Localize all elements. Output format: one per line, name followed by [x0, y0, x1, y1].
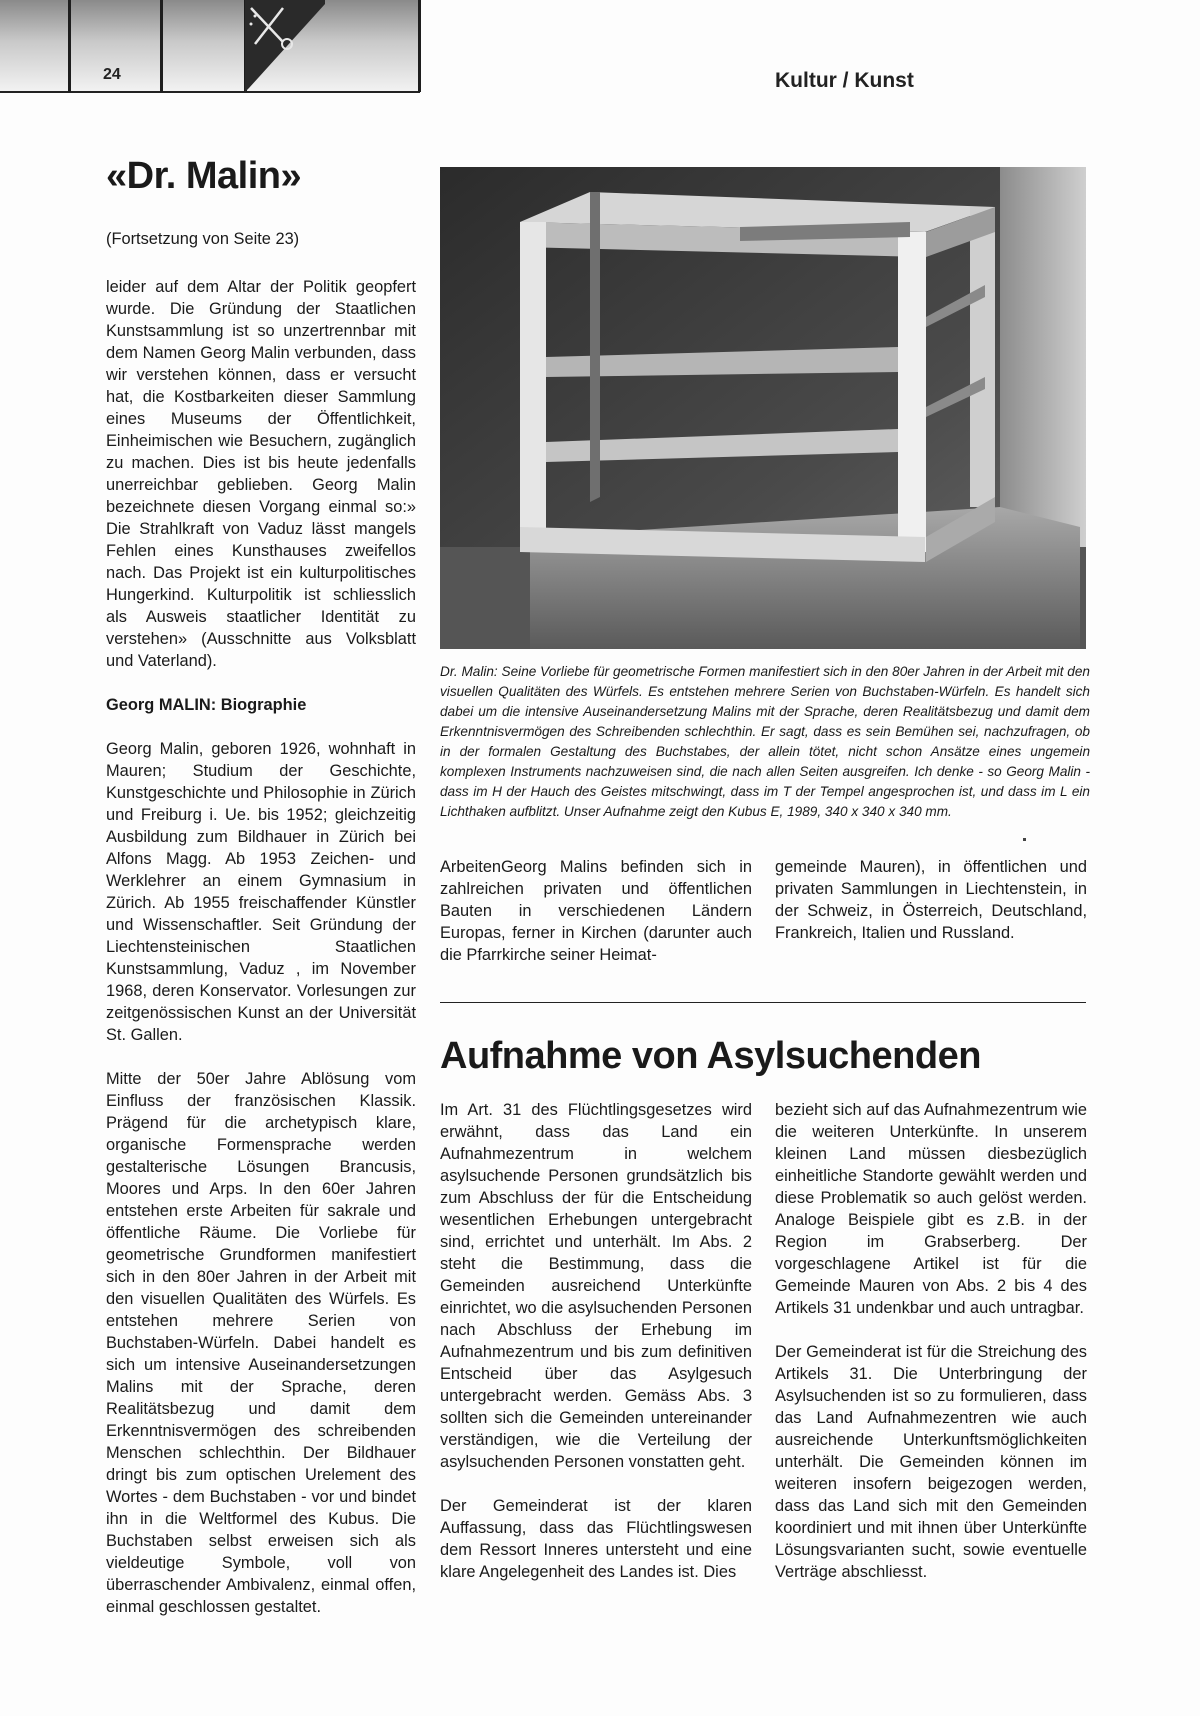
works-paragraph-2: gemeinde Mauren), in öffentlichen und privaten Sammlungen in Liechtenstein, in der Schweiz, in Österreich, Deutschland, Frankreich, Italien und Russland. — [775, 858, 1087, 942]
bio-heading: Georg MALIN: Biographie — [106, 696, 307, 714]
works-column-1 — [440, 856, 752, 966]
header-divider — [68, 0, 71, 92]
header-band — [0, 0, 420, 92]
section-divider — [440, 1002, 1086, 1003]
asyl-headline: Aufnahme von Asylsuchenden — [440, 1035, 981, 1077]
header-rule — [0, 91, 420, 93]
sculpture-photo — [440, 167, 1086, 649]
asyl-paragraph-3: bezieht sich auf das Aufnahmezentrum wie die weiteren Unterkünfte. In unserem kleinen Land müssen diesbezüglich einheitliche Standorte gewählt werden und diese Problematik so auch gelöst werden. Analoge Beispiele gibt es z.B. in der Region im Grabserberg. Der vorgeschlagene Artikel ist für die Gemeinde Mauren von Abs. 2 bis 4 des Artikels 31 undenkbar und auch untragbar. — [775, 1101, 1087, 1317]
left-column — [106, 276, 416, 1618]
intro-paragraph: leider auf dem Altar der Politik geopfert wurde. Die Gründung der Staatlichen Kunstsammlung ist so unzertrennbar mit dem Namen Georg Malin verbunden, dass wir verstehen können, dass er versucht hat, die Kostbarkeiten dieser Sammlung eines Museums der Öffentlichkeit, Einheimischen wie Besuchern, zugänglich zu machen. Dies ist bis heute jedenfalls unerreichbar geblieben. Georg Malin bezeichnete diesen Vorgang einmal so:» Die Strahlkraft von Vaduz lässt mangels Fehlen eines Kunsthauses zweifellos nach. Das Projekt ist ein kulturpolitisches Hungerkind. Kulturpolitik ist schliesslich als Ausweis staatlicher Identität zu verstehen» (Ausschnitte aus Volksblatt und Vaterland). — [106, 278, 416, 670]
asyl-paragraph-4: Der Gemeinderat ist für die Streichung des Artikels 31. Die Unterbringung der Asylsuchenden ist so zu formulieren, dass das Land Aufnahmezentren wie auch ausreichende Unterkunftsmöglichkeiten unterhält. Die Gemeinden können im weiteren insofern beigezogen werden, dass das Land sich mit den Gemeinden koordiniert und mit ihnen über Unterkünfte Lösungsvarianten sucht, sowie eventuelle Verträge abschliesst. — [775, 1343, 1087, 1581]
continuation-note: (Fortsetzung von Seite 23) — [106, 230, 300, 248]
asyl-column-2 — [775, 1099, 1087, 1583]
header-divider — [160, 0, 163, 92]
asyl-paragraph-1: Im Art. 31 des Flüchtlingsgesetzes wird erwähnt, dass das Land ein Aufnahmezentrum in welchem asylsuchende Personen grundsätzlich bis zum Abschluss der für die Entscheidung wesentlichen Erhebungen untergebracht sind, errichtet und unterhält. Im Abs. 2 steht die Bestimmung, dass die Gemeinden ausreichend Unterkünfte einrichtet, wo die asylsuchenden Personen nach Abschluss der Erhebung im Aufnahmezentrum und bis zum definitiven Entscheid über das Asylgesuch untergebracht werden. Gemäss Abs. 3 sollten sich die Gemeinden untereinander verständigen, wie die Verteilung der asylsuchenden Personen vonstatten geht. — [440, 1101, 752, 1471]
works-column-2 — [775, 856, 1087, 944]
asyl-paragraph-2: Der Gemeinderat ist der klaren Auffassung, dass das Flüchtlingswesen dem Ressort Inneres untersteht und eine klare Angelegenheit des Landes ist. Dies — [440, 1497, 752, 1581]
page-number: 24 — [103, 66, 121, 83]
bio-paragraph: Georg Malin, geboren 1926, wohnhaft in Mauren; Studium der Geschichte, Kunstgeschichte und Philosophie in Zürich und Freiburg i. Ue. bis 1952; gleichzeitig Ausbildung zum Bildhauer in Zürich bei Alfons Magg. Ab 1953 Zeichen- und Werklehrer an einem Gymnasium in Zürich. Ab 1955 freischaffender Künstler und Wissenschaftler. Seit Gründung der Liechtensteinischen Staatlichen Kunstsammlung, Vaduz , im November 1968, deren Konservator. Vorlesungen zur zeitgenössischen Kunst an der Universität St. Gallen. — [106, 740, 416, 1044]
header-divider — [418, 0, 421, 92]
article-title: «Dr. Malin» — [106, 155, 302, 197]
photo-caption: Dr. Malin: Seine Vorliebe für geometrische Formen manifestiert sich in den 80er Jahren in der Arbeit mit den visuellen Qualitäten des Würfels. Es entstehen mehrere Serien von Buchstaben-Würfeln. Es handelt sich dabei um die intensive Auseinandersetzung Malins mit der Sprache, deren Realitätsbezug und damit dem Erkenntnisvermögen des Schreibenden schlechthin. Er sagt, dass es sein Bemühen sei, nachzufragen, ob in der formalen Gestaltung des Buchstabes, der allein tötet, nicht schon Ansätze eines ungemein komplexen Instruments nachzuweisen sind, die nach allen Seiten ausgreifen. Ich denke - so Georg Malin - dass im H der Hauch des Geistes mitschwingt, dass im T der Tempel angesprochen ist, und dass im L ein Lichthaken aufblitzt. Unser Aufnahme zeigt den Kubus E, 1989, 340 x 340 x 340 mm. — [440, 664, 1090, 819]
career-paragraph: Mitte der 50er Jahre Ablösung vom Einfluss der französischen Klassik. Prägend für die archetypisch klare, organische Formensprache werden gestalterische Lösungen Brancusis, Moores und Arps. In den 60er Jahren entstehen erste Arbeiten für sakrale und öffentliche Räume. Die Vorliebe für geometrische Grundformen manifestiert sich in den 80er Jahren in der Arbeit mit den visuellen Qualitäten des Würfels. Es entstehen mehrere Serien von Buchstaben-Würfeln. Dabei handelt es sich um intensive Auseinandersetzungen Malins mit der Sprache, deren Realitätsbezug und damit dem Erkenntnisvermögen des schreibenden Menschen schlechthin. Der Bildhauer dringt bis zum optischen Urelement des Wortes - dem Buchstaben - vor und bindet ihn in die Weltformel des Kubus. Die Buchstaben selbst erweisen sich als vieldeutige Symbole, voll von überraschender Ambivalenz, einmal offen, einmal geschlossen gestaltet. — [106, 1070, 416, 1616]
asyl-column-1 — [440, 1099, 752, 1583]
section-title: Kultur / Kunst — [775, 69, 914, 92]
crossed-tools-icon — [247, 4, 297, 50]
print-speck — [1023, 838, 1026, 841]
works-paragraph-1: ArbeitenGeorg Malins befinden sich in zahlreichen privaten und öffentlichen Bauten in verschiedenen Ländern Europas, ferner in Kirchen (darunter auch die Pfarrkirche seiner Heimat- — [440, 858, 752, 964]
